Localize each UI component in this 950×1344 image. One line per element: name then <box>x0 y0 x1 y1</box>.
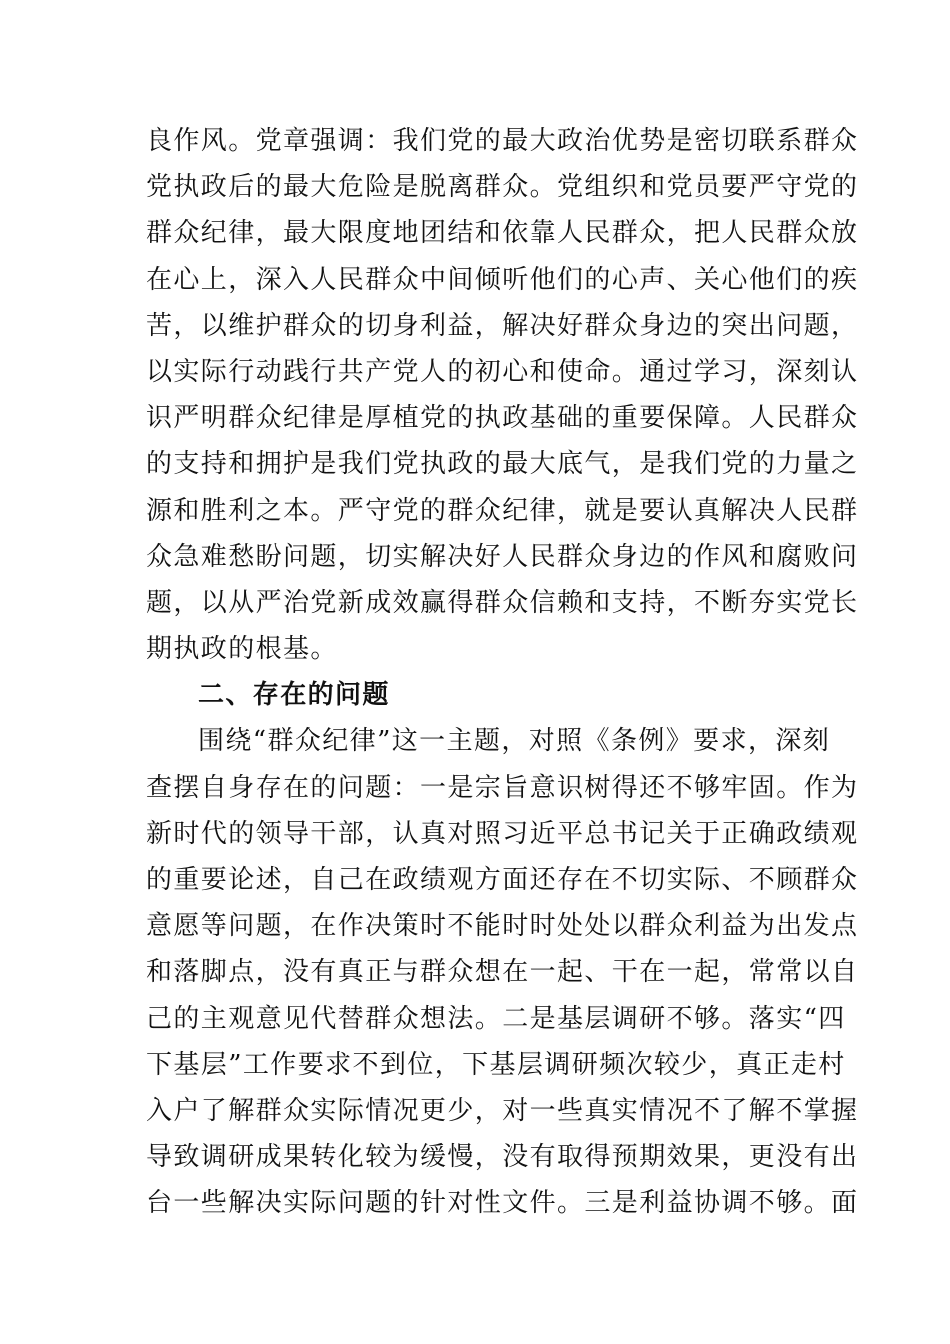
text-line: 在心上，深入人民群众中间倾听他们的心声、关心他们的疾 <box>146 264 859 295</box>
text-line: 围绕“群众纪律”这一主题，对照《条例》要求，深刻 <box>198 726 831 757</box>
paragraph-existing-problems <box>146 718 859 1226</box>
text-line: 查摆自身存在的问题：一是宗旨意识树得还不够牢固。作为 <box>146 772 859 803</box>
text-line: 己的主观意见代替群众想法。二是基层调研不够。落实“四 <box>146 1003 846 1034</box>
text-line: 入户了解群众实际情况更少，对一些真实情况不了解不掌握 <box>146 1095 859 1126</box>
paragraph-discipline-importance <box>146 118 859 672</box>
text-line: 意愿等问题，在作决策时不能时时处处以群众利益为出发点 <box>146 911 859 942</box>
text-line: 期执政的根基。 <box>146 634 338 665</box>
text-line: 党执政后的最大危险是脱离群众。党组织和党员要严守党的 <box>146 172 859 203</box>
text-line: 群众纪律，最大限度地团结和依靠人民群众，把人民群众放 <box>146 218 859 249</box>
text-line: 新时代的领导干部，认真对照习近平总书记关于正确政绩观 <box>146 818 859 849</box>
text-line: 题，以从严治党新成效赢得群众信赖和支持，不断夯实党长 <box>146 587 859 618</box>
text-line: 台一些解决实际问题的针对性文件。三是利益协调不够。面 <box>146 1188 859 1219</box>
text-line: 识严明群众纪律是厚植党的执政基础的重要保障。人民群众 <box>146 403 859 434</box>
text-line: 良作风。党章强调：我们党的最大政治优势是密切联系群众 <box>146 126 859 156</box>
text-line: 下基层”工作要求不到位，下基层调研频次较少，真正走村 <box>146 1049 846 1080</box>
text-line: 的重要论述，自己在政绩观方面还存在不切实际、不顾群众 <box>146 865 859 895</box>
text-line: 源和胜利之本。严守党的群众纪律，就是要认真解决人民群 <box>146 495 859 526</box>
text-line: 和落脚点，没有真正与群众想在一起、干在一起，常常以自 <box>146 957 859 988</box>
text-line: 众急难愁盼问题，切实解决好人民群众身边的作风和腐败问 <box>146 541 859 572</box>
text-line: 苦，以维护群众的切身利益，解决好群众身边的突出问题， <box>146 310 859 341</box>
section-heading: 二、存在的问题 <box>198 680 390 711</box>
text-line: 的支持和拥护是我们党执政的最大底气，是我们党的力量之 <box>146 449 859 480</box>
text-line: 导致调研成果转化较为缓慢，没有取得预期效果，更没有出 <box>146 1142 859 1173</box>
body-text <box>146 118 859 1227</box>
text-line: 以实际行动践行共产党人的初心和使命。通过学习，深刻认 <box>146 356 859 387</box>
